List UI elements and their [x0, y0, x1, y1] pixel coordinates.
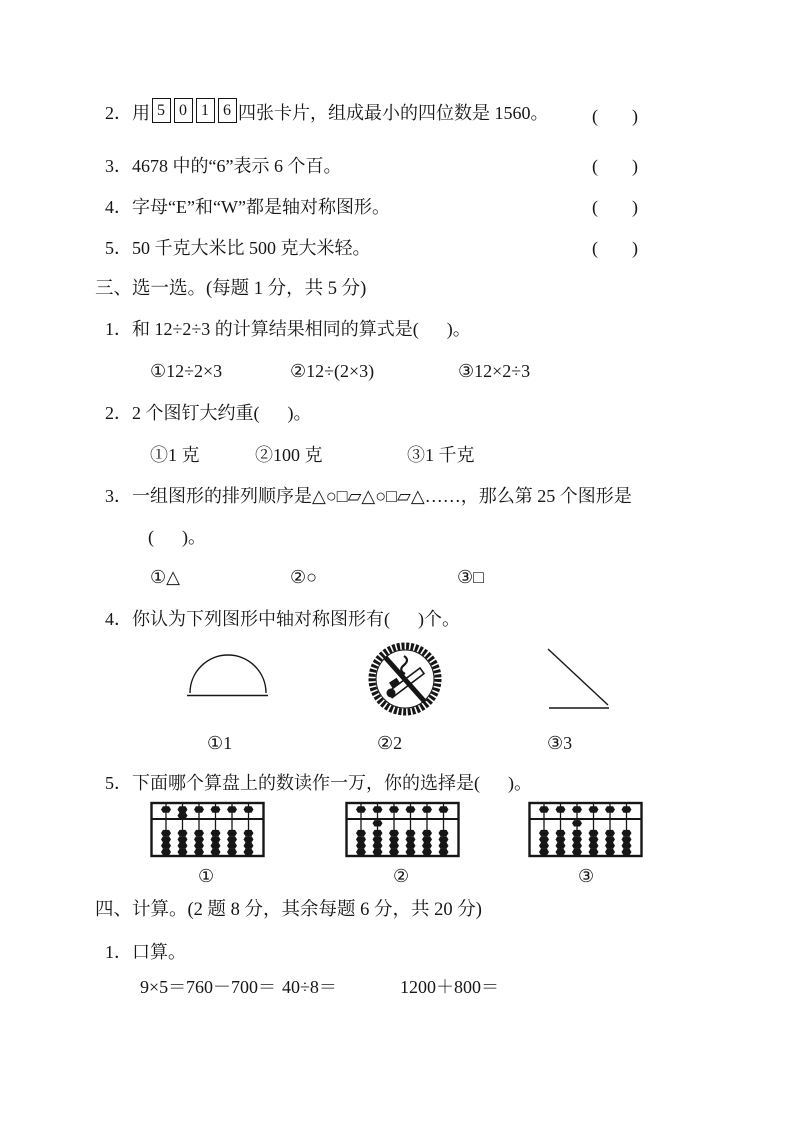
paren-open: (: [412, 319, 419, 339]
answer-blank[interactable]: [384, 609, 424, 629]
choice-q5: [105, 771, 532, 795]
semicircle-figure: [185, 650, 270, 700]
section-4-header: 四、计算。(2 题 8 分，其余每题 6 分，共 20 分): [95, 900, 482, 920]
judge-item-2: [105, 100, 549, 125]
answer-blank[interactable]: [413, 319, 453, 339]
paren-close: ): [632, 156, 638, 176]
paren-close: ): [287, 403, 294, 423]
answer-blank[interactable]: [592, 236, 638, 260]
judge-item-2-suffix: 四张卡片，组成最小的四位数是 1560。: [238, 102, 549, 123]
angle-figure: [540, 645, 615, 713]
option-2[interactable]: ②○: [290, 567, 318, 587]
answer-blank[interactable]: [148, 527, 188, 547]
paren-open: (: [253, 403, 260, 423]
paren-close: ): [508, 773, 514, 793]
q1-suffix: 。: [452, 319, 471, 339]
abacus-label-1[interactable]: ①: [198, 866, 215, 886]
figure-label-3[interactable]: ③3: [547, 733, 573, 753]
paren-open: (: [592, 106, 598, 126]
option-1[interactable]: ①12÷2×3: [150, 361, 223, 381]
digit-card: 1: [196, 98, 215, 123]
option-3[interactable]: ③1 千克: [407, 445, 475, 465]
paren-open: (: [592, 156, 598, 176]
option-2[interactable]: ②12÷(2×3): [290, 361, 375, 381]
paren-open: (: [384, 609, 390, 629]
paren-open: (: [148, 527, 154, 547]
abacus-label-3[interactable]: ③: [578, 866, 595, 886]
answer-blank[interactable]: [474, 773, 514, 793]
judge-item-4: 4．字母“E”和“W”都是轴对称图形。: [105, 197, 390, 217]
judge-item-3: 3．4678 中的“6”表示 6 个百。: [105, 156, 342, 176]
abacus-figure-3: [528, 800, 643, 862]
abacus-label-2[interactable]: ②: [393, 866, 410, 886]
answer-blank[interactable]: [592, 154, 638, 178]
section-3-header: 三、选一选。(每题 1 分，共 5 分): [95, 279, 367, 299]
judge-item-5: 5．50 千克大米比 500 克大米轻。: [105, 238, 371, 258]
abacus-figure-2: [345, 800, 460, 862]
q4-text: 4．你认为下列图形中轴对称图形有: [105, 609, 384, 629]
q1-text: 1．和 12÷2÷3 的计算结果相同的算式是: [105, 319, 413, 339]
q5-text: 5．下面哪个算盘上的数读作一万，你的选择是: [105, 773, 474, 793]
answer-blank[interactable]: [254, 403, 294, 423]
q2-suffix: 。: [293, 403, 312, 423]
q4-suffix: 个。: [424, 609, 460, 629]
paren-open: (: [592, 238, 598, 258]
option-1[interactable]: ①△: [150, 567, 180, 587]
option-3[interactable]: ③12×2÷3: [458, 361, 531, 381]
digit-card: 5: [152, 98, 171, 123]
oral-problem-1: 9×5＝: [140, 977, 187, 997]
paren-close: ): [632, 197, 638, 217]
figure-label-2[interactable]: ②2: [377, 733, 403, 753]
choice-q1: [105, 317, 471, 341]
q5-suffix: 。: [514, 773, 532, 793]
judge-item-2-prefix: 2．用: [105, 102, 150, 123]
digit-card: 6: [218, 98, 237, 123]
paren-open: (: [474, 773, 480, 793]
answer-blank[interactable]: [592, 195, 638, 219]
oral-problem-4: 1200＋800＝: [400, 977, 499, 997]
option-1[interactable]: ①1 克: [150, 445, 200, 465]
figure-label-1[interactable]: ①1: [207, 733, 233, 753]
answer-blank[interactable]: [592, 104, 638, 128]
paren-close: ): [418, 609, 424, 629]
option-2[interactable]: ②100 克: [255, 445, 323, 465]
paren-close: ): [632, 106, 638, 126]
oral-calc-title: 1．口算。: [105, 942, 186, 962]
abacus-figure-1: [150, 800, 265, 862]
paren-close: ): [182, 527, 188, 547]
q3-suffix: 。: [188, 527, 206, 547]
paren-open: (: [592, 197, 598, 217]
paren-close: ): [632, 238, 638, 258]
digit-card: 0: [174, 98, 193, 123]
choice-q4: [105, 607, 460, 631]
option-3[interactable]: ③□: [457, 567, 485, 587]
paren-close: ): [446, 319, 453, 339]
q2-text: 2．2 个图钉大约重: [105, 403, 254, 423]
choice-q3-line2: [148, 525, 206, 549]
oral-problem-3: 40÷8＝: [282, 977, 337, 997]
choice-q3-line1: 3．一组图形的排列顺序是△○□▱△○□▱△……，那么第 25 个图形是: [105, 486, 632, 506]
oral-problem-2: 760－700＝: [186, 977, 276, 997]
prohibition-sign-figure: [364, 640, 446, 720]
choice-q2: [105, 401, 312, 425]
